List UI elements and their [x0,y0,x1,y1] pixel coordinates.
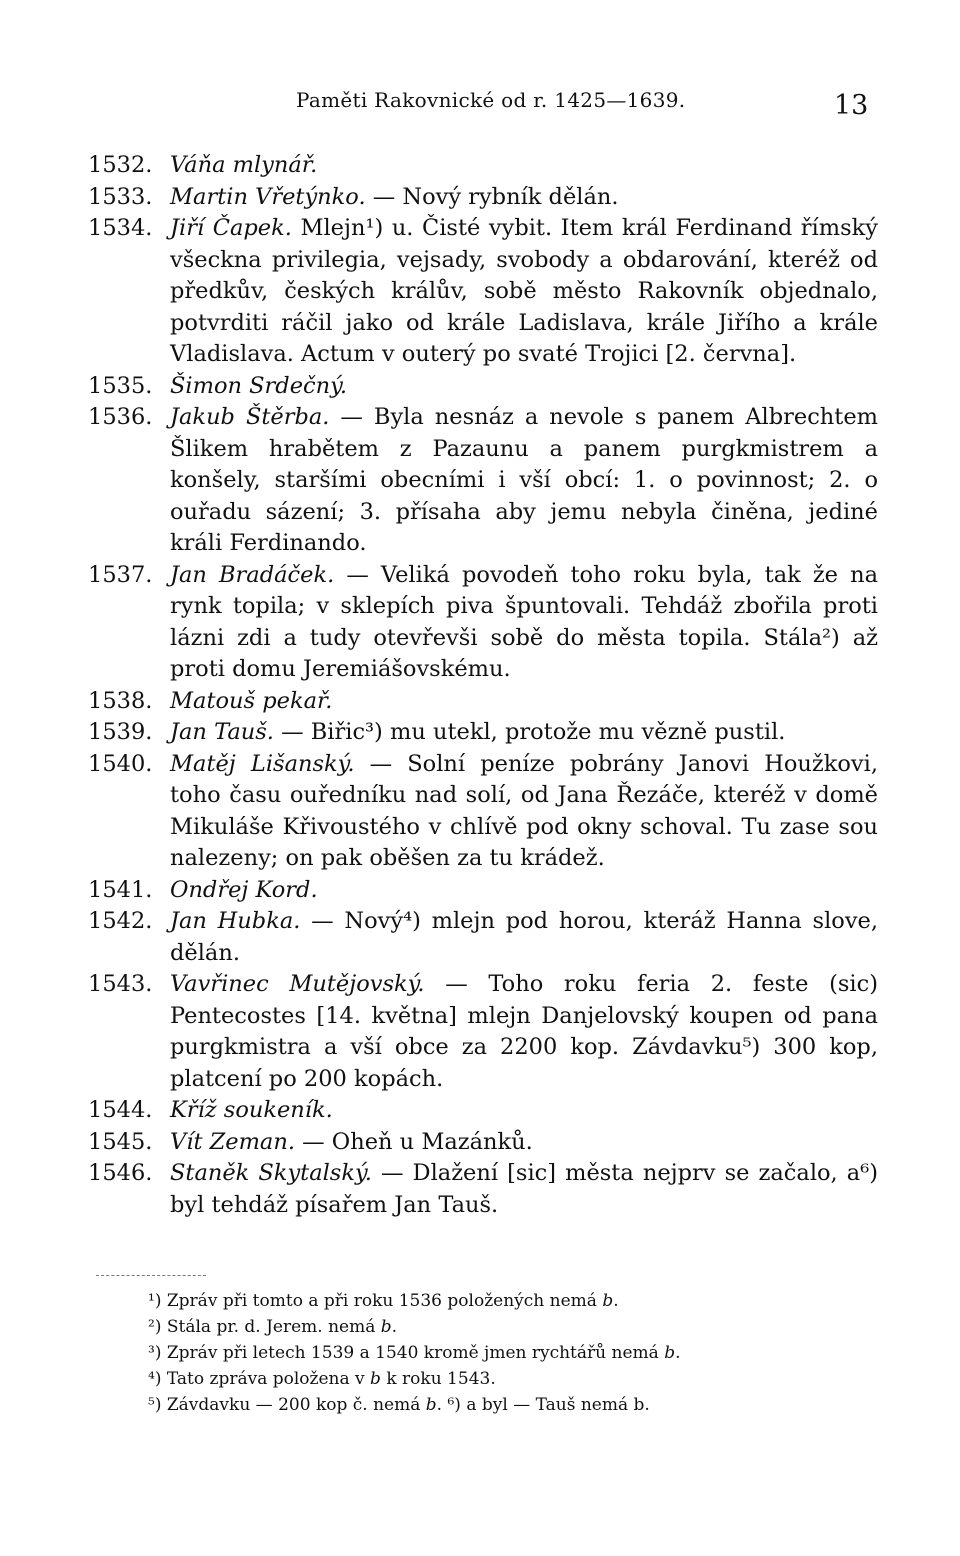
entry-year: 1535. [88,372,153,399]
page-number: 13 [834,90,869,121]
entry-name: Staněk Skytalský. [170,1160,372,1186]
running-title: Paměti Rakovnické od r. 1425—1639. [296,88,686,112]
entry-name: Jakub Štěrba. [170,404,330,430]
footnote-divider [96,1275,206,1276]
entry-name: Jan Tauš. [170,719,274,745]
entry-name: Jan Hubka. [170,908,301,934]
entry-name: Matouš pekař. [170,687,333,714]
page-header [0,88,960,121]
entry-year: 1540. [88,750,153,777]
entry-year: 1539. [88,719,153,745]
footnote-mark: ²) [148,1317,162,1337]
entry-text: — Oheň u Mazánků. [294,1128,533,1155]
entry [88,1158,878,1221]
footnote [148,1288,868,1314]
entry [88,686,878,718]
entry-year: 1538. [88,687,153,714]
entry-text: — Solní peníze pobrány Janovi Houžkovi, toho času ouředníku nad solí, od Jana Řezáče, kteréž v domě Mikuláše Křivoustého v chlívě pod okny schoval. Tu zase sou nalezeny; on pak oběšen za tu krádež. [170,750,878,871]
footnote-tail: . ⁶) a byl — Tauš nemá b. [436,1395,650,1415]
entry-year: 1533. [88,183,153,210]
entry-year: 1543. [88,971,153,997]
entry [88,371,878,403]
footnote [148,1392,868,1418]
entry-name: Kříž soukeník. [170,1097,333,1123]
entry [88,969,878,1095]
entry [88,1127,878,1159]
footnote-mark: ⁴) [148,1369,162,1389]
entry [88,717,878,749]
footnote-mark: ⁵) [148,1395,162,1415]
entry-text: — Biřic³) mu utekl, protože mu vězně pustil. [273,719,786,745]
entry-text: — Nový⁴) mlejn pod horou, kteráž Hanna slove, dělán. [170,908,879,966]
footnote-text: Zpráv při letech 1539 a 1540 kromě jmen rychtářů nemá [166,1343,659,1363]
entry [88,906,878,969]
entry-year: 1532. [88,152,153,178]
entry-text: — Byla nesnáz a nevole s panem Albrechtem Šlikem hrabětem z Pazaunu a panem purgkmistrem a konšely, staršími obecními i vší obcí: 1. o povinnost; 2. o ouřadu sázení; 3. přísaha aby jemu nebyla činěna, jediné králi Ferdinando. [170,404,878,556]
entry [88,1095,878,1127]
entry-text: Mlejn¹) u. Čisté vybit. Item král Ferdinand římský všeckna privilegia, vejsady, svobody a obdarování, kteréž od předkův, českých králův, sobě město Rakovník objednalo, potvrditi ráčil jako od krále Ladislava, krále Jiřího a krále Vladislava. Actum v outerý po svaté Trojici [2. června]. [170,215,878,367]
footnote-tail: k roku 1543. [380,1369,496,1389]
entry-text: — Veliká povodeň toho roku byla, tak že na rynk topila; v sklepích piva špuntovali. Tehdáž zbořila proti lázni zdi a tudy otevřevši sobě do města topila. Stála²) až proti domu Jeremiášovskému. [170,561,878,682]
footnote-siglum: b [370,1369,381,1389]
entry-text: — Toho roku feria 2. feste (sic) Pentecostes [14. května] mlejn Danjelovský koupen od pana purgkmistra a vší obce za 2200 kop. Závdavku⁵) 300 kop, platcení po 200 kopách. [170,971,878,1092]
entry [88,560,878,686]
footnotes [148,1288,868,1418]
entry [88,875,878,907]
footnote-siglum: b [425,1395,437,1415]
entry-text: — Dlažení [sic] města nejprv se začalo, a⁶) byl tehdáž písařem Jan Tauš. [170,1160,879,1218]
entry-name: Vít Zeman. [170,1128,295,1155]
entry-year: 1536. [88,404,153,430]
entry-name: Jiří Čapek. [170,215,292,241]
footnote-text: Zpráv při tomto a při roku 1536 položených nemá [166,1291,597,1311]
footnote-text: Závdavku — 200 kop č. nemá [166,1395,421,1415]
entry [88,402,878,560]
entry-year: 1534. [88,215,153,241]
footnote-tail: . [675,1343,681,1363]
entry-name: Ondřej Kord. [170,876,318,903]
entry-year: 1542. [88,908,153,934]
entry-year: 1545. [88,1128,153,1155]
footnote-siglum: b [664,1343,676,1363]
footnote-text: Stála pr. d. Jerem. nemá [166,1317,376,1337]
footnote-text: Tato zpráva položena v [166,1369,365,1389]
entry-name: Váňa mlynář. [170,152,318,178]
entry-name: Matěj Lišanský. [170,750,355,777]
footnote-mark: ³) [148,1343,162,1363]
entry [88,213,878,371]
entry [88,182,878,214]
entry [88,749,878,875]
entry-year: 1544. [88,1097,153,1123]
footnote-tail: . [391,1317,398,1337]
footnote-siglum: b [380,1317,392,1337]
entry-year: 1546. [88,1160,153,1186]
footnote [148,1340,868,1366]
footnote [148,1366,868,1392]
entry-year: 1537. [88,561,153,588]
entry [88,150,878,182]
entry-name: Vavřinec Mutějovský. [170,971,425,997]
footnote [148,1314,868,1340]
footnote-mark: ¹) [148,1291,162,1311]
entry-name: Šimon Srdečný. [170,372,347,399]
entry-name: Jan Bradáček. [170,561,335,588]
entry-year: 1541. [88,876,153,903]
footnote-tail: . [613,1291,619,1311]
entry-name: Martin Vřetýnko. [170,183,366,210]
entry-text: — Nový rybník dělán. [365,183,619,210]
chronicle-entries [88,150,878,1221]
footnote-siglum: b [602,1291,614,1311]
